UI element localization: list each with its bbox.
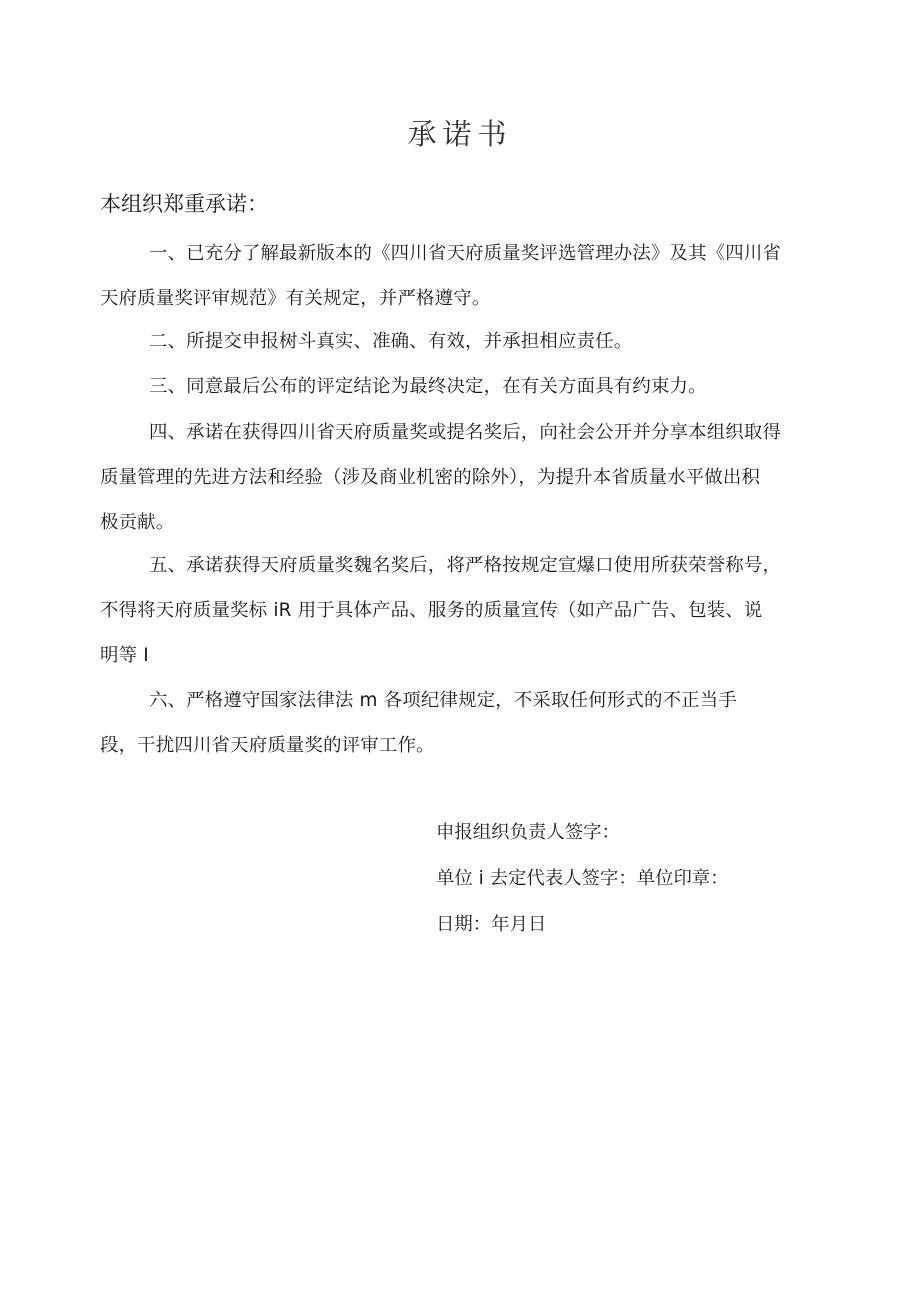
paragraph-3 <box>100 364 830 409</box>
signature-line: 单位 i 去定代表人签字：单位印章： <box>436 868 729 889</box>
paragraph-line: 极贡献。 <box>100 512 175 533</box>
paragraph-line: 六、严格遵守国家法律法 m 各项纪律规定，不采取任何形式的不正当手 <box>149 690 737 711</box>
signature-block <box>436 810 729 948</box>
paragraph-line: 段，干扰四川省天府质量奖的评审工作。 <box>100 735 435 756</box>
document-title: 承诺书 <box>407 117 513 151</box>
paragraph-2 <box>100 319 830 364</box>
signature-line: 日期：年月日 <box>436 914 547 935</box>
paragraph-line: 五、承诺获得天府质量奖魏名奖后，将严格按规定宣爆口使用所获荣誉称号， <box>149 555 782 576</box>
paragraph-1 <box>100 231 830 321</box>
paragraph-line: 一、已充分了解最新版本的《四川省天府质量奖评选管理办法》及其《四川省 <box>149 243 782 264</box>
paragraph-4 <box>100 410 830 545</box>
paragraph-line: 二、所提交申报树斗真实、准确、有效，并承担相应责任。 <box>149 331 633 352</box>
paragraph-line: 不得将天府质量奖标 iR 用于具体产品、服务的质量宣传（如产品广告、包装、说 <box>100 600 763 621</box>
paragraph-line: 明等 I <box>100 645 149 666</box>
signature-line: 申报组织负责人签字： <box>436 822 620 843</box>
paragraph-5 <box>100 543 830 678</box>
paragraph-line: 天府质量奖评审规范》有关规定，并严格遵守。 <box>100 288 491 309</box>
paragraph-6 <box>100 678 830 768</box>
intro-line: 本组织郑重承诺： <box>100 192 268 216</box>
paragraph-line: 三、同意最后公布的评定结论为最终决定，在有关方面具有约束力。 <box>149 376 707 397</box>
paragraph-line: 质量管理的先进方法和经验（涉及商业机密的除外），为提升本省质量水平做出积 <box>100 467 761 488</box>
paragraph-line: 四、承诺在获得四川省天府质量奖或提名奖后，向社会公开并分享本组织取得 <box>149 422 782 443</box>
